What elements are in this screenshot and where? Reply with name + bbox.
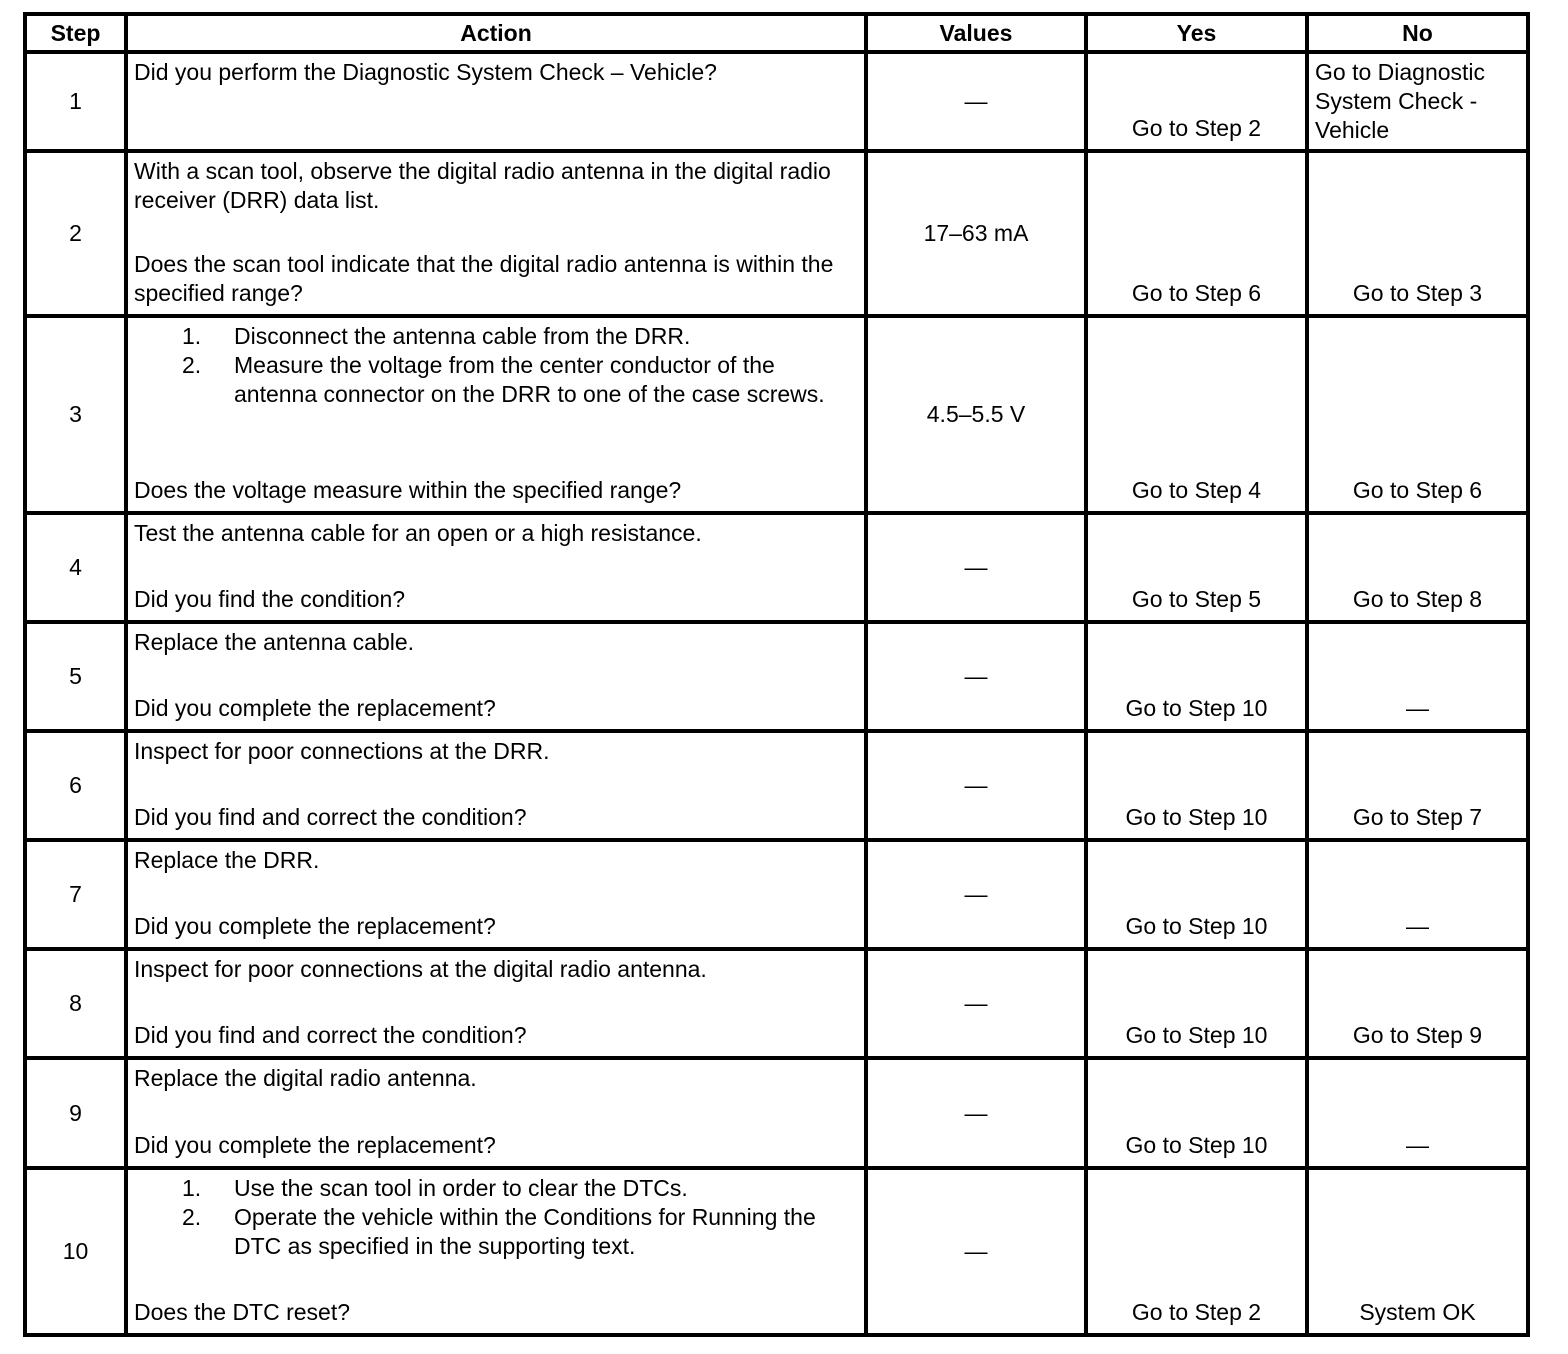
step-number: 10	[25, 1168, 126, 1335]
table-row	[25, 1058, 1528, 1167]
no-cell: Go to Step 6	[1307, 316, 1528, 512]
action-text: Inspect for poor connections at the digital radio antenna.	[134, 956, 707, 983]
action-question: Did you find the condition?	[134, 585, 406, 612]
table-row	[25, 622, 1528, 731]
action-question: Did you find and correct the condition?	[134, 1022, 527, 1049]
action-cell	[126, 731, 866, 840]
step-number: 5	[25, 622, 126, 731]
list-text: Disconnect the antenna cable from the DRR.	[234, 323, 691, 350]
table-row	[25, 316, 1528, 512]
action-text: Replace the DRR.	[134, 847, 320, 874]
step-number: 6	[25, 731, 126, 840]
step-number: 3	[25, 316, 126, 512]
list-text: Operate the vehicle within the Conditions for Running the DTC as specified in the supporting text.	[234, 1203, 816, 1259]
list-number: 1.	[182, 323, 202, 350]
action-cell	[126, 949, 866, 1058]
action-question: Did you complete the replacement?	[134, 1131, 496, 1158]
yes-cell: Go to Step 10	[1086, 622, 1307, 731]
action-cell	[126, 840, 866, 949]
value-cell: —	[866, 840, 1086, 949]
value-cell: —	[866, 949, 1086, 1058]
step-number: 7	[25, 840, 126, 949]
step-number: 8	[25, 949, 126, 1058]
list-item	[134, 351, 858, 409]
yes-cell: Go to Step 10	[1086, 840, 1307, 949]
action-cell	[126, 316, 866, 512]
action-cell	[126, 52, 866, 151]
no-cell: —	[1307, 1058, 1528, 1167]
table-row	[25, 52, 1528, 151]
action-cell	[126, 622, 866, 731]
list-text: Use the scan tool in order to clear the DTCs.	[234, 1174, 688, 1201]
action-text: Replace the antenna cable.	[134, 628, 415, 655]
yes-cell: Go to Step 10	[1086, 731, 1307, 840]
list-number: 2.	[182, 352, 202, 379]
list-item	[134, 1203, 858, 1261]
table-row	[25, 513, 1528, 622]
action-cell	[126, 151, 866, 316]
table-row	[25, 731, 1528, 840]
yes-cell: Go to Step 10	[1086, 949, 1307, 1058]
value-cell: —	[866, 513, 1086, 622]
action-text: Inspect for poor connections at the DRR.	[134, 738, 550, 764]
action-text: Replace the digital radio antenna.	[134, 1065, 477, 1092]
action-text: Test the antenna cable for an open or a high resistance.	[134, 519, 702, 546]
step-number: 2	[25, 151, 126, 316]
action-question: Did you complete the replacement?	[134, 695, 496, 721]
table-row	[25, 949, 1528, 1058]
no-cell: Go to Step 3	[1307, 151, 1528, 316]
step-number: 9	[25, 1058, 126, 1167]
step-number: 1	[25, 52, 126, 151]
yes-cell: Go to Step 6	[1086, 151, 1307, 316]
header-yes: Yes	[1086, 14, 1307, 52]
yes-cell: Go to Step 10	[1086, 1058, 1307, 1167]
yes-cell: Go to Step 4	[1086, 316, 1307, 512]
value-cell: —	[866, 622, 1086, 731]
header-no: No	[1307, 14, 1528, 52]
action-text: Did you perform the Diagnostic System Check – Vehicle?	[134, 59, 717, 85]
no-cell: System OK	[1307, 1168, 1528, 1335]
no-cell: Go to Step 9	[1307, 949, 1528, 1058]
action-cell	[126, 1058, 866, 1167]
list-item	[134, 322, 858, 351]
action-list	[134, 322, 858, 409]
yes-cell: Go to Step 2	[1086, 52, 1307, 151]
no-cell: —	[1307, 622, 1528, 731]
list-item	[134, 1174, 858, 1203]
yes-cell: Go to Step 5	[1086, 513, 1307, 622]
header-row	[25, 14, 1528, 52]
table-row	[25, 1168, 1528, 1335]
action-cell	[126, 513, 866, 622]
value-cell: —	[866, 52, 1086, 151]
action-question: Did you complete the replacement?	[134, 913, 496, 940]
header-step: Step	[25, 14, 126, 52]
list-text: Measure the voltage from the center conductor of the antenna connector on the DRR to one of the case screws.	[234, 352, 825, 408]
header-values: Values	[866, 14, 1086, 52]
table-row	[25, 840, 1528, 949]
header-action: Action	[126, 14, 866, 52]
value-cell: 4.5–5.5 V	[866, 316, 1086, 512]
action-question: Does the scan tool indicate that the digital radio antenna is within the specified range?	[134, 251, 834, 307]
action-cell	[126, 1168, 866, 1335]
value-cell: —	[866, 1168, 1086, 1335]
table-row	[25, 151, 1528, 316]
value-cell: 17–63 mA	[866, 151, 1086, 316]
action-question: Did you find and correct the condition?	[134, 804, 527, 831]
action-list	[134, 1174, 858, 1261]
no-cell: Go to Step 7	[1307, 731, 1528, 840]
action-question: Does the voltage measure within the specified range?	[134, 476, 682, 503]
value-cell: —	[866, 731, 1086, 840]
no-cell: —	[1307, 840, 1528, 949]
list-number: 2.	[182, 1203, 202, 1230]
step-number: 4	[25, 513, 126, 622]
value-cell: —	[866, 1058, 1086, 1167]
yes-cell: Go to Step 2	[1086, 1168, 1307, 1335]
no-cell: Go to Step 8	[1307, 513, 1528, 622]
list-number: 1.	[182, 1174, 202, 1201]
no-cell: Go to Diagnostic System Check - Vehicle	[1307, 52, 1528, 151]
action-question: Does the DTC reset?	[134, 1299, 351, 1325]
action-text: With a scan tool, observe the digital radio antenna in the digital radio receiver (DRR) data list.	[134, 158, 831, 214]
diagnostic-table	[23, 12, 1530, 1337]
